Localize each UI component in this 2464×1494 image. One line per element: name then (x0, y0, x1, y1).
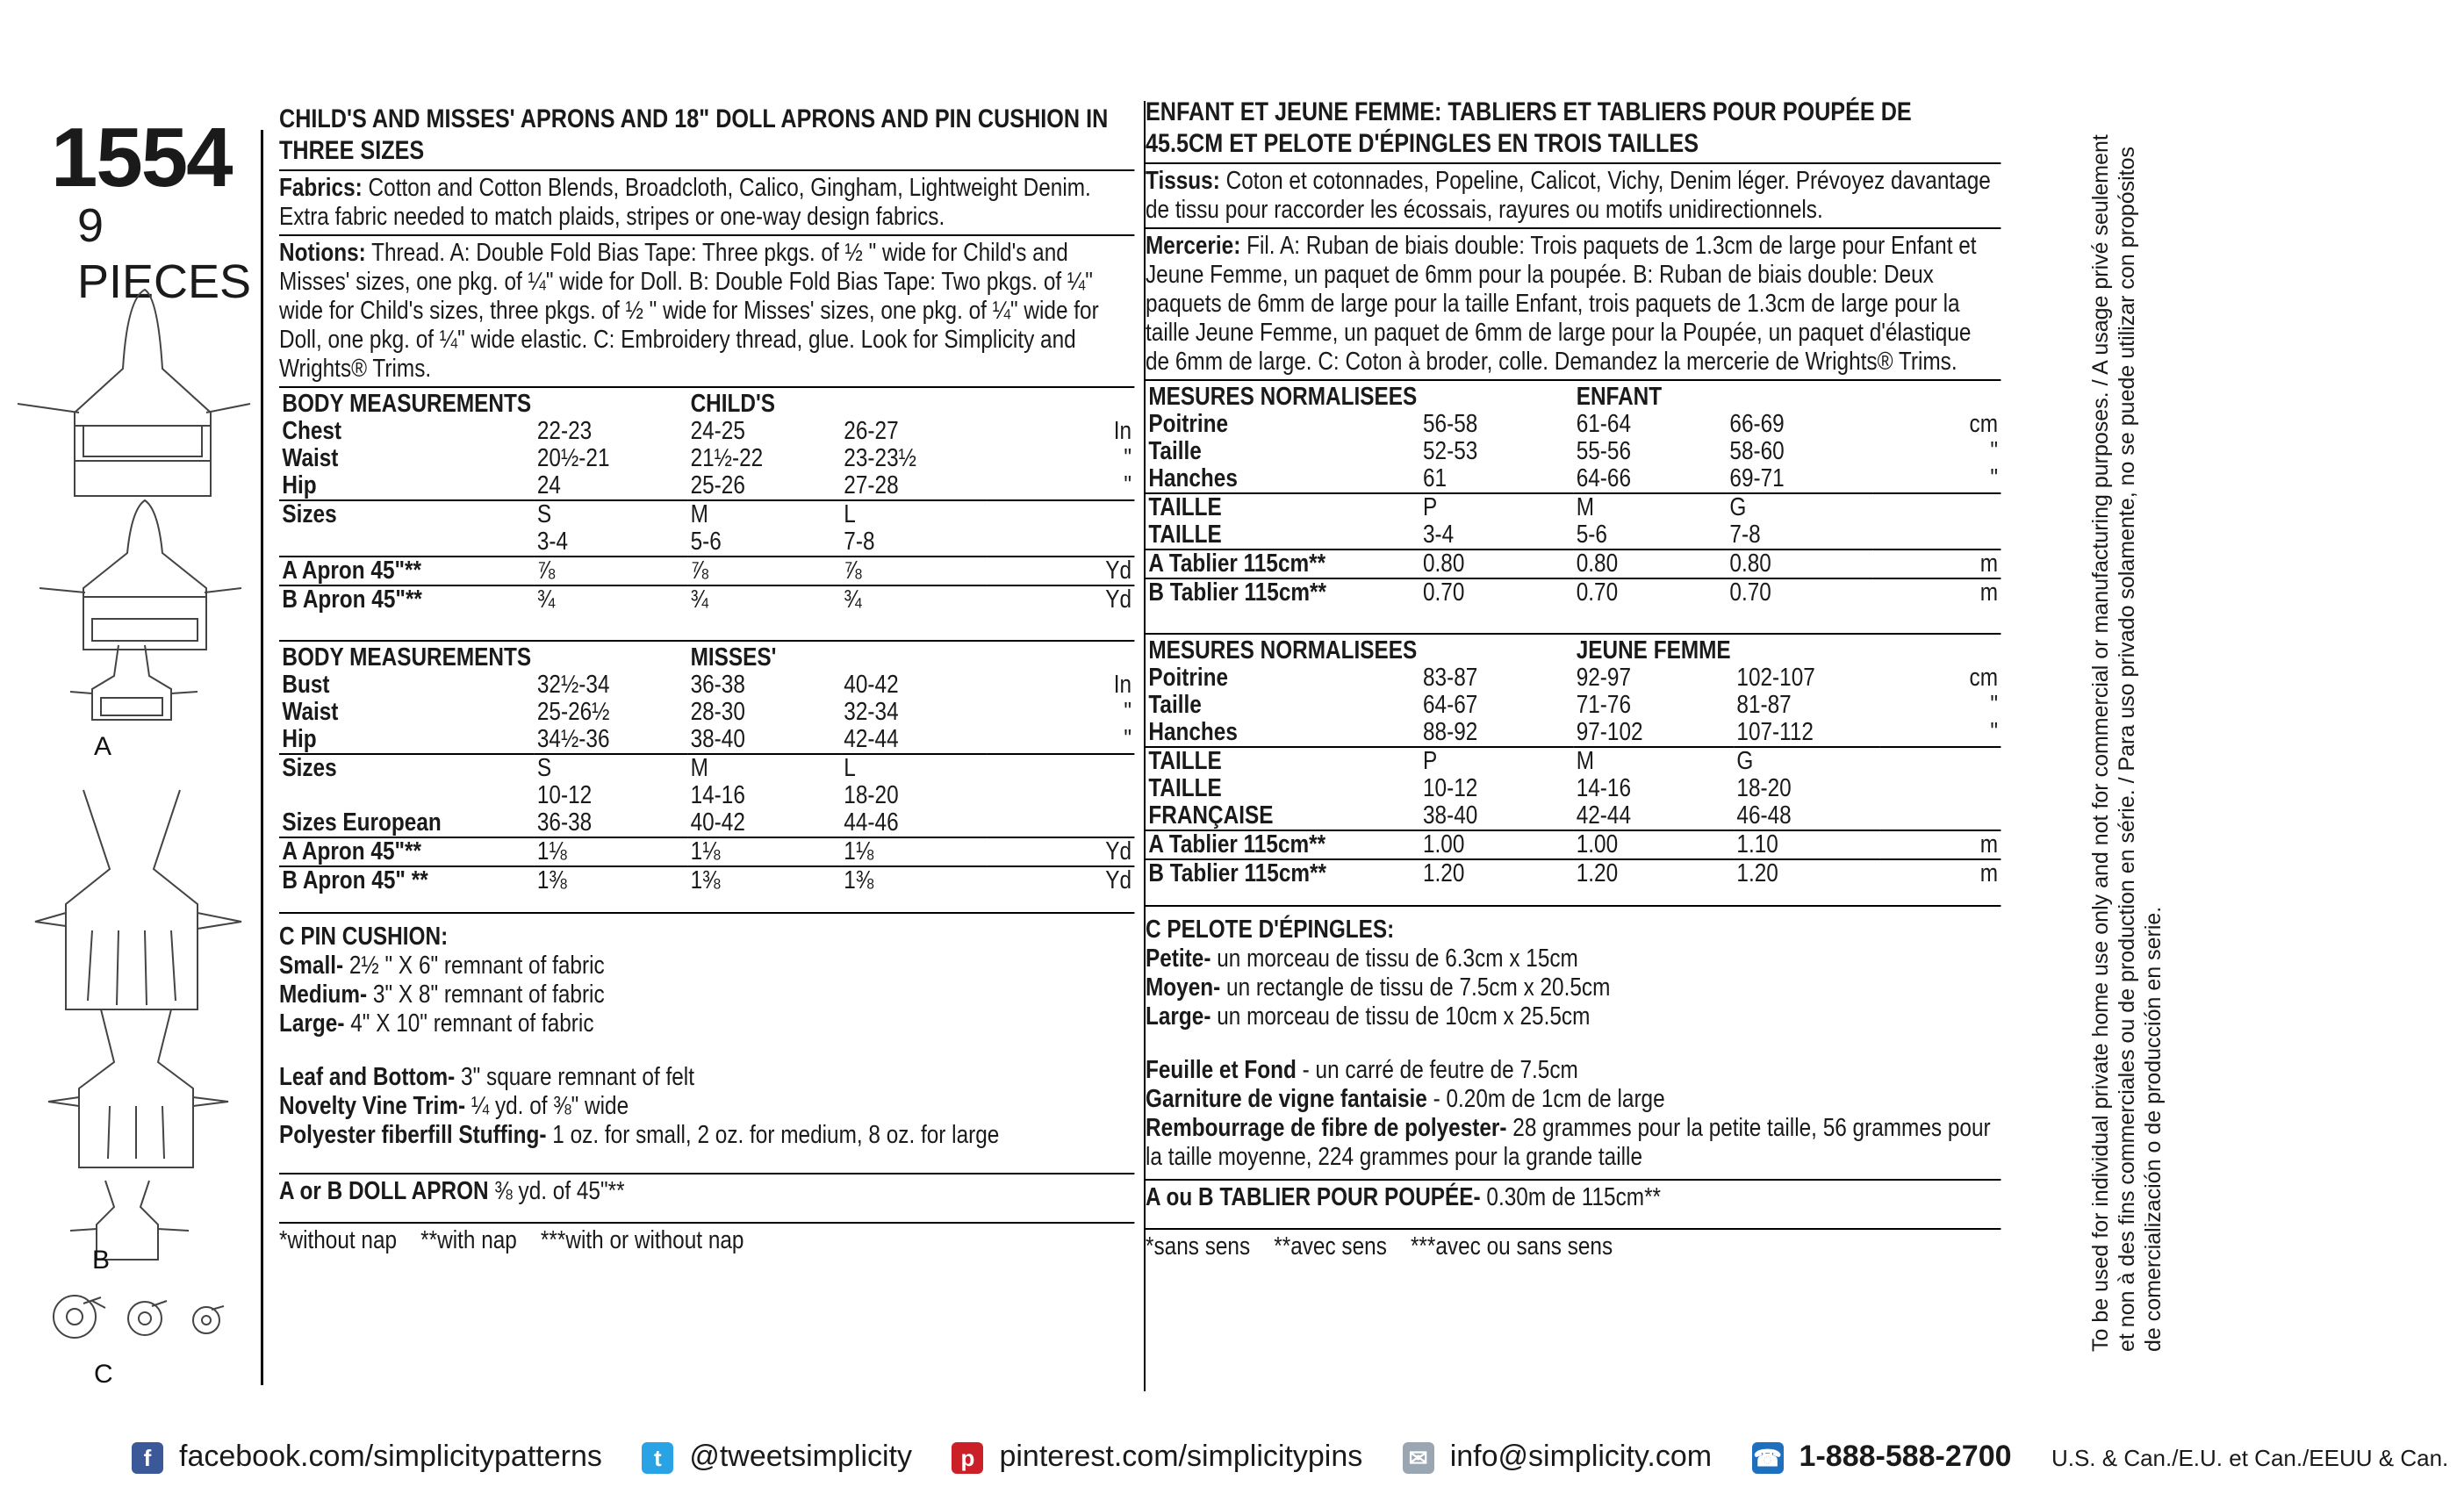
left-divider (261, 130, 263, 1385)
view-label-c: C (94, 1360, 113, 1389)
notions-block (279, 239, 1127, 384)
view-label-a: A (94, 732, 112, 761)
table-row: Hanches 61 64-66 69-71 " (1148, 464, 1999, 492)
misses-measurements-table: BODY MEASUREMENTS MISSES' Bust 32½-34 36-38 40-42 In Waist 25-26½ 28-30 32-34 " Hip 34½-36 38-40 42-44 " Sizes S M L 10-12 14-16 18-20 Sizes European 36-38 40-42 44-46 A Apron 45"** 1⅛ 1⅛ 1⅛ Yd B Apron 45" ** 1⅜ 1⅜ 1⅜ Yd (279, 644, 1134, 894)
table-row: Taille 52-53 55-56 58-60 " (1148, 437, 1999, 465)
table-row: A Tablier 115cm** 1.00 1.00 1.10 m (1146, 830, 2001, 859)
table-row: B Tablier 115cm** 1.20 1.20 1.20 m (1146, 859, 2001, 887)
tissus-block: Tissus: Coton et cotonnades, Popeline, Calicot, Vichy, Denim léger. Prévoyez davantage de tissu pour raccorder les écossais, rayures ou motifs unidirectionnels. (1146, 167, 1991, 224)
fabrics-text: Cotton and Cotton Blends, Broadcloth, Calico, Gingham, Lightweight Denim. Extra fabric needed to match plaids, stripes or one-way design fabrics. (279, 174, 1091, 231)
rule (279, 912, 1134, 914)
twitter-icon: t (642, 1442, 673, 1474)
rule (1146, 1228, 2001, 1230)
french-column (1146, 97, 2001, 1261)
twitter-link[interactable]: t @tweetsimplicity (642, 1440, 928, 1473)
rule (279, 640, 1134, 642)
table-row: FRANÇAISE 38-40 42-44 46-48 (1148, 801, 1792, 830)
table-row: A Tablier 115cm** 0.80 0.80 0.80 m (1146, 549, 2001, 578)
apron-a-doll-sketch (70, 645, 198, 720)
apron-b-large-sketch (35, 790, 241, 1009)
table-row: TAILLE 10-12 14-16 18-20 (1148, 774, 1792, 802)
table-row: Taille 64-67 71-76 81-87 " (1148, 691, 1999, 719)
english-title: CHILD'S AND MISSES' APRONS AND 18" DOLL APRONS AND PIN CUSHION IN THREE SIZES (279, 104, 1109, 165)
fabrics-block (279, 174, 1127, 232)
table-row: B Apron 45" ** 1⅜ 1⅜ 1⅜ Yd (279, 866, 1134, 894)
table-row: TAILLE P M G (1146, 493, 2001, 521)
email-link[interactable]: ✉ info@simplicity.com (1403, 1440, 1728, 1473)
table-row: Hip 24 25-26 27-28 " (282, 471, 1132, 499)
child-head: BODY MEASUREMENTS (282, 390, 532, 418)
rule (1146, 905, 2001, 907)
enfant-measurements-table: MESURES NORMALISEES ENFANT Poitrine 56-58 61-64 66-69 cm Taille 52-53 55-56 58-60 " Hanches 61 64-66 69-71 " TAILLE P M G TAILLE 3-4 5-6 7-8 A Tablier 115cm** 0.80 0.80 0.80 m B Tablier 115cm** 0.70 0.70 0.70 m (1146, 384, 2001, 607)
table-row: Sizes S M L (279, 500, 1134, 528)
table-row: Hanches 88-92 97-102 107-112 " (1148, 718, 1999, 746)
apron-b-doll-sketch (70, 1181, 189, 1260)
notions-text: Thread. A: Double Fold Bias Tape: Three pkgs. of ½ " wide for Child's and Misses' sizes, one pkg. of ¼" wide for Doll. B: Double Fold Bias Tape: Two pkgs. of ¼" wide for Child's sizes, three pkgs. of ½ " wide for Misses' sizes, one pkg. of ¼" wide for Doll, one pkg. of ¼" wide elastic. C: Embroidery thread, glue. Look for Simplicity and Wrights® Trims. (279, 239, 1099, 383)
rule (1146, 633, 2001, 635)
pinterest-icon: p (952, 1442, 983, 1474)
nap-legend-fr: *sans sens **avec sens ***avec ou sans sens (1146, 1232, 1613, 1261)
mercerie-block: Mercerie: Fil. A: Ruban de biais double: Trois paquets de 1.3cm de large pour Enfant et Jeune Femme, un paquet de 6mm pour la poupée. B: Ruban de biais double: Deux paquets de 6mm de large pour la taille Enfant, trois paquets de 1.3cm de large pour la taille Jeune Femme, un paquet de 6mm de large pour la Poupée, un paquet d'élastique de 6mm de large. C: Coton à broder, colle. Demandez la mercerie de Wrights® Trims. (1146, 232, 1977, 376)
table-row: Bust 32½-34 36-38 40-42 In (282, 671, 1132, 699)
table-row: Poitrine 56-58 61-64 66-69 cm (1148, 410, 1999, 438)
table-row: A Apron 45"** ⅞ ⅞ ⅞ Yd (279, 557, 1134, 585)
pin-cushion-block: C PIN CUSHION: Small- 2½ " X 6" remnant of fabric Medium- 3" X 8" remnant of fabric Large- 4" X 10" remnant of fabric Leaf and Bottom- 3" square remnant of felt Novelty Vine Trim- ¼ yd. of ⅜" wide Polyester fiberfill Stuffing- 1 oz. for small, 2 oz. for medium, 8 oz. for large (279, 923, 1000, 1149)
apron-b-medium-sketch (48, 1009, 228, 1167)
table-row: TAILLE 3-4 5-6 7-8 (1148, 521, 1761, 549)
rule (279, 386, 1134, 388)
rule (1146, 162, 2001, 164)
french-title: ENFANT ET JEUNE FEMME: TABLIERS ET TABLIERS POUR POUPÉE DE 45.5CM ET PELOTE D'ÉPINGLES EN TROIS TAILLES (1146, 97, 1912, 158)
jeune-femme-measurements-table: MESURES NORMALISEES JEUNE FEMME Poitrine 83-87 92-97 102-107 cm Taille 64-67 71-76 81-87 " Hanches 88-92 97-102 107-112 " TAILLE P M G TAILLE 10-12 14-16 18-20 FRANÇAISE 38-40 42-44 46-48 A Tablier 115cm** 1.00 1.00 1.10 m B Tablier 115cm** 1.20 1.20 1.20 m (1146, 637, 2001, 887)
view-sketches (13, 281, 259, 1387)
rule (279, 1222, 1134, 1224)
pin-cushion-sketch (54, 1296, 224, 1338)
nap-legend: *without nap **with nap ***with or without nap (279, 1226, 744, 1254)
view-label-b: B (92, 1246, 111, 1275)
table-row: 3-4 5-6 7-8 (536, 528, 875, 556)
child-group: CHILD'S (690, 390, 776, 418)
rule (279, 234, 1134, 236)
rule (279, 1173, 1134, 1174)
table-row: Poitrine 83-87 92-97 102-107 cm (1148, 664, 1999, 692)
pinterest-link[interactable]: p pinterest.com/simplicitypins (952, 1440, 1378, 1473)
email-icon: ✉ (1403, 1442, 1434, 1474)
doll-apron-line-fr: A ou B TABLIER POUR POUPÉE- 0.30m de 115cm** (1146, 1183, 1662, 1211)
table-row: Waist 25-26½ 28-30 32-34 " (282, 698, 1132, 726)
pelote-block: C PELOTE D'ÉPINGLES: Petite- un morceau de tissu de 6.3cm x 15cm Moyen- un rectangle de tissu de 7.5cm x 20.5cm Large- un morceau de tissu de 10cm x 25.5cm Feuille et Fond - un carré de feutre de 7.5cm Garniture de vigne fantaisie - 0.20m de 1cm de large Rembourrage de fibre de polyester- 28 grammes pour la petite taille, 56 grammes pour la taille moyenne, 224 grammes pour la grande taille (1146, 916, 1991, 1171)
phone-region: U.S. & Can./E.U. et Can./EEUU & Can. (2051, 1445, 2449, 1471)
rule (1146, 1179, 2001, 1181)
rule (1146, 379, 2001, 381)
notions-label: Notions: (279, 239, 366, 267)
pattern-number: 1554 (51, 111, 232, 205)
usage-disclaimer: To be used for individual private home use only and not for commercial or manufacturing purposes. / A usage privé seulement et non à des fins commerciales ou de production en série. / Para uso privado solamente, no se puede utilizar con propósitos de comercialización o de producción en serie. (2088, 134, 2166, 1352)
english-column (279, 104, 1135, 1255)
apron-a-medium-sketch (40, 500, 241, 650)
fabrics-label: Fabrics: (279, 174, 363, 202)
rule (1146, 227, 2001, 229)
table-row: 10-12 14-16 18-20 (536, 781, 899, 809)
apron-a-large-sketch (18, 290, 250, 496)
table-row: B Tablier 115cm** 0.70 0.70 0.70 m (1146, 578, 2001, 607)
rule (279, 169, 1134, 171)
table-row: Waist 20½-21 21½-22 23-23½ " (282, 444, 1132, 472)
footer (132, 1440, 2464, 1474)
table-row: A Apron 45"** 1⅛ 1⅛ 1⅛ Yd (279, 837, 1134, 866)
pieces-count: 9 PIECES (77, 199, 252, 308)
table-row: Sizes European 36-38 40-42 44-46 (282, 808, 899, 837)
table-row: Chest 22-23 24-25 26-27 In (282, 417, 1132, 445)
table-row: B Apron 45"** ¾ ¾ ¾ Yd (279, 585, 1134, 614)
table-row: Hip 34½-36 38-40 42-44 " (282, 725, 1132, 753)
child-measurements-table (279, 391, 1134, 614)
doll-apron-line: A or B DOLL APRON ⅜ yd. of 45"** (279, 1177, 625, 1205)
facebook-icon: f (132, 1442, 163, 1474)
phone-icon: ☎ (1752, 1442, 1784, 1474)
facebook-link[interactable]: f facebook.com/simplicitypatterns (132, 1440, 618, 1473)
phone-number[interactable]: ☎ 1-888-588-2700 (1753, 1440, 2012, 1473)
table-row: TAILLE P M G (1146, 747, 2001, 775)
table-row: Sizes S M L (279, 754, 1134, 782)
